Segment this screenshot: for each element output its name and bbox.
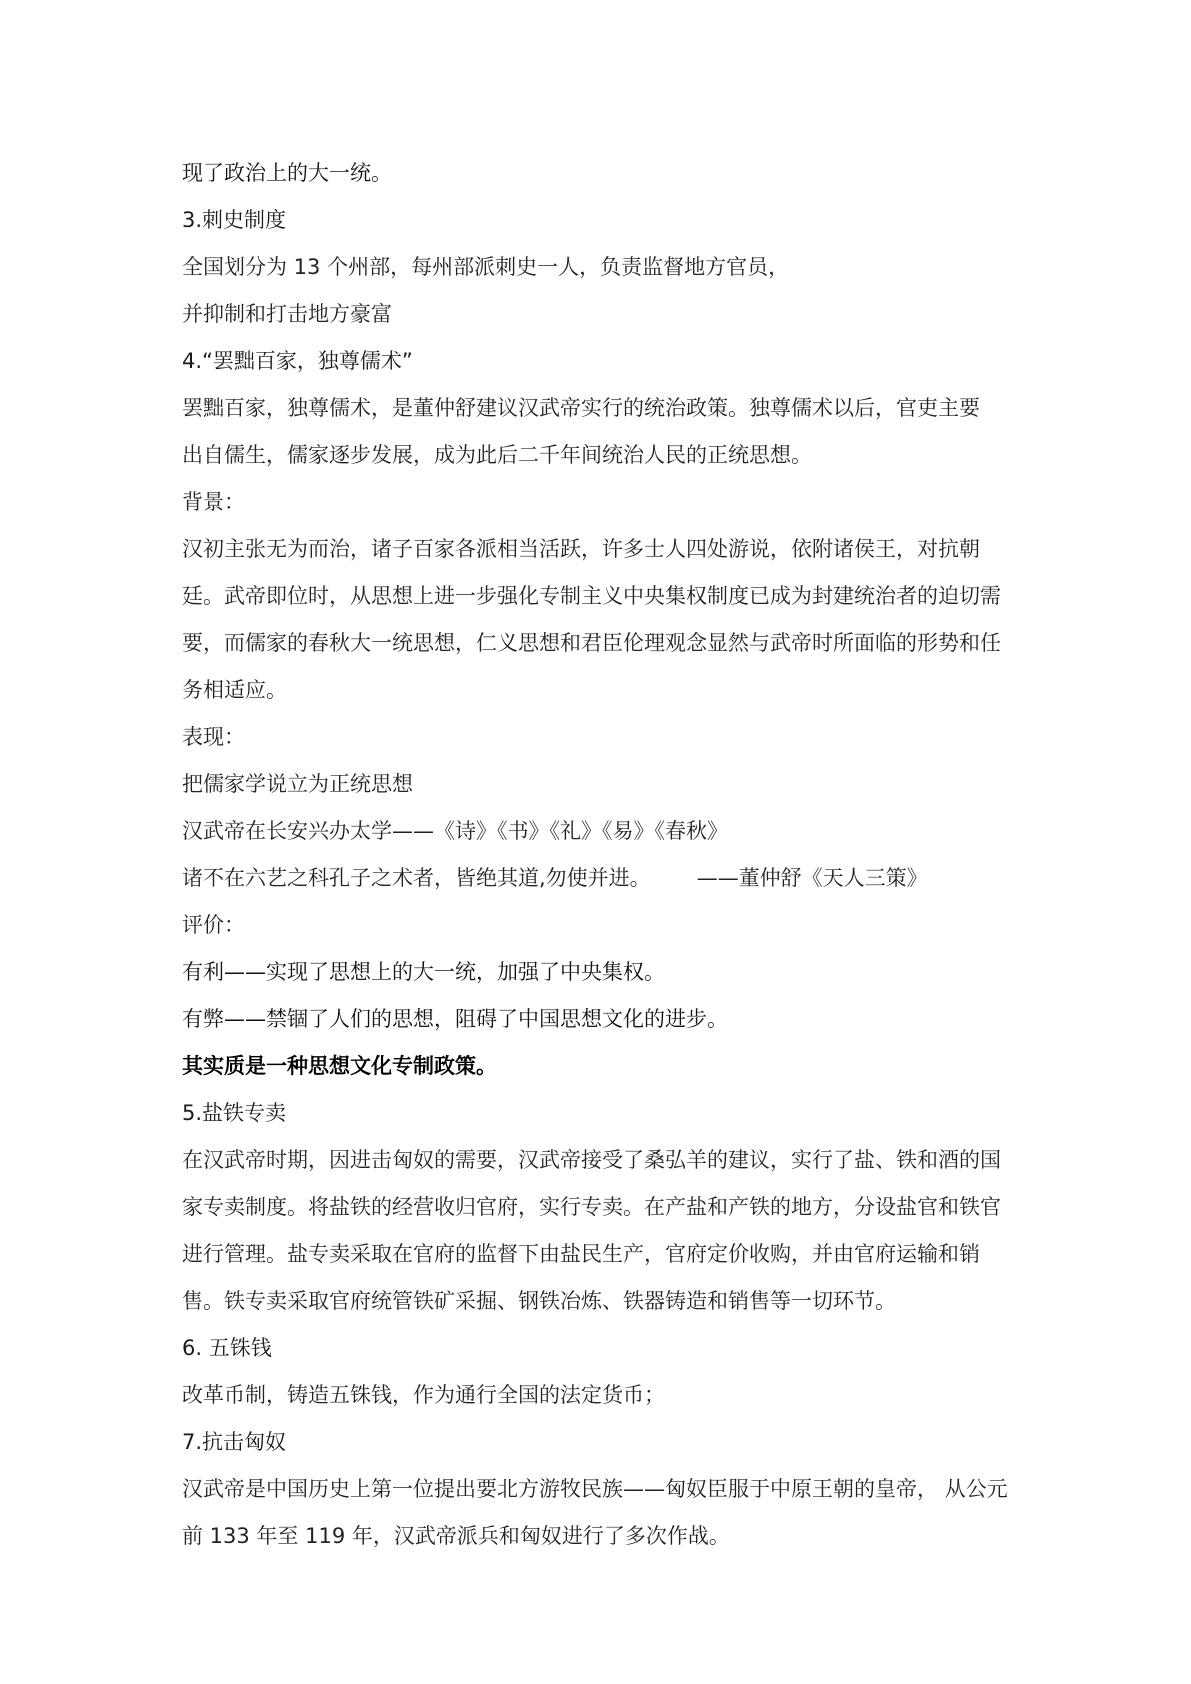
text-line: 务相适应。 <box>182 678 287 702</box>
text-line: 家专卖制度。将盐铁的经营收归官府，实行专卖。在产盐和产铁的地方，分设盐官和铁官 <box>182 1195 1001 1219</box>
text-line: 把儒家学说立为正统思想 <box>182 772 413 796</box>
section-heading-6: 6. 五铢钱 <box>182 1336 272 1360</box>
text-line: 出自儒生，儒家逐步发展，成为此后二千年间统治人民的正统思想。 <box>182 443 812 467</box>
bold-conclusion: 其实质是一种思想文化专制政策。 <box>182 1054 497 1078</box>
text-line: 汉初主张无为而治，诸子百家各派相当活跃，许多士人四处游说，依附诸侯王，对抗朝 <box>182 537 980 561</box>
section-heading-5: 5.盐铁专卖 <box>182 1101 287 1125</box>
section-heading-7: 7.抗击匈奴 <box>182 1430 287 1454</box>
text-line: 要，而儒家的春秋大一统思想，仁义思想和君臣伦理观念显然与武帝时所面临的形势和任 <box>182 631 1001 655</box>
text-line: 汉武帝在长安兴办太学——《诗》《书》《礼》《易》《春秋》 <box>182 819 728 843</box>
text-line: 有弊——禁锢了人们的思想，阻碍了中国思想文化的进步。 <box>182 1007 728 1031</box>
text-line: 罢黜百家，独尊儒术，是董仲舒建议汉武帝实行的统治政策。独尊儒术以后，官吏主要 <box>182 396 980 420</box>
quote-source: ——董仲舒《天人三策》 <box>696 866 928 890</box>
text-line: 现了政治上的大一统。 <box>182 161 392 185</box>
subheading-background: 背景： <box>182 490 245 514</box>
section-heading-3: 3.刺史制度 <box>182 208 287 232</box>
text-line: 汉武帝是中国历史上第一位提出要北方游牧民族——匈奴臣服于中原王朝的皇帝， 从公元 <box>182 1477 1008 1501</box>
section-heading-4: 4.“罢黜百家，独尊儒术” <box>182 349 413 373</box>
subheading-evaluation: 评价： <box>182 913 245 937</box>
text-line: 廷。武帝即位时，从思想上进一步强化专制主义中央集权制度已成为封建统治者的迫切需 <box>182 584 1001 608</box>
subheading-manifestation: 表现： <box>182 725 245 749</box>
text-line: 有利——实现了思想上的大一统，加强了中央集权。 <box>182 960 665 984</box>
text-line: 进行管理。盐专卖采取在官府的监督下由盐民生产，官府定价收购，并由官府运输和销 <box>182 1242 980 1266</box>
quote-line <box>182 862 1042 909</box>
text-line: 改革币制，铸造五铢钱，作为通行全国的法定货币； <box>182 1383 665 1407</box>
document-body <box>182 157 1042 1567</box>
text-line: 在汉武帝时期，因进击匈奴的需要，汉武帝接受了桑弘羊的建议，实行了盐、铁和酒的国 <box>182 1148 1001 1172</box>
text-line: 售。铁专卖采取官府统管铁矿采掘、钢铁冶炼、铁器铸造和销售等一切环节。 <box>182 1289 896 1313</box>
text-line: 前 133 年至 119 年，汉武帝派兵和匈奴进行了多次作战。 <box>182 1524 730 1548</box>
quote-text: 诸不在六艺之科孔子之术者，皆绝其道,勿使并进。 <box>182 866 651 890</box>
text-line: 全国划分为 13 个州部，每州部派刺史一人，负责监督地方官员， <box>182 255 790 279</box>
text-line: 并抑制和打击地方豪富 <box>182 302 392 326</box>
